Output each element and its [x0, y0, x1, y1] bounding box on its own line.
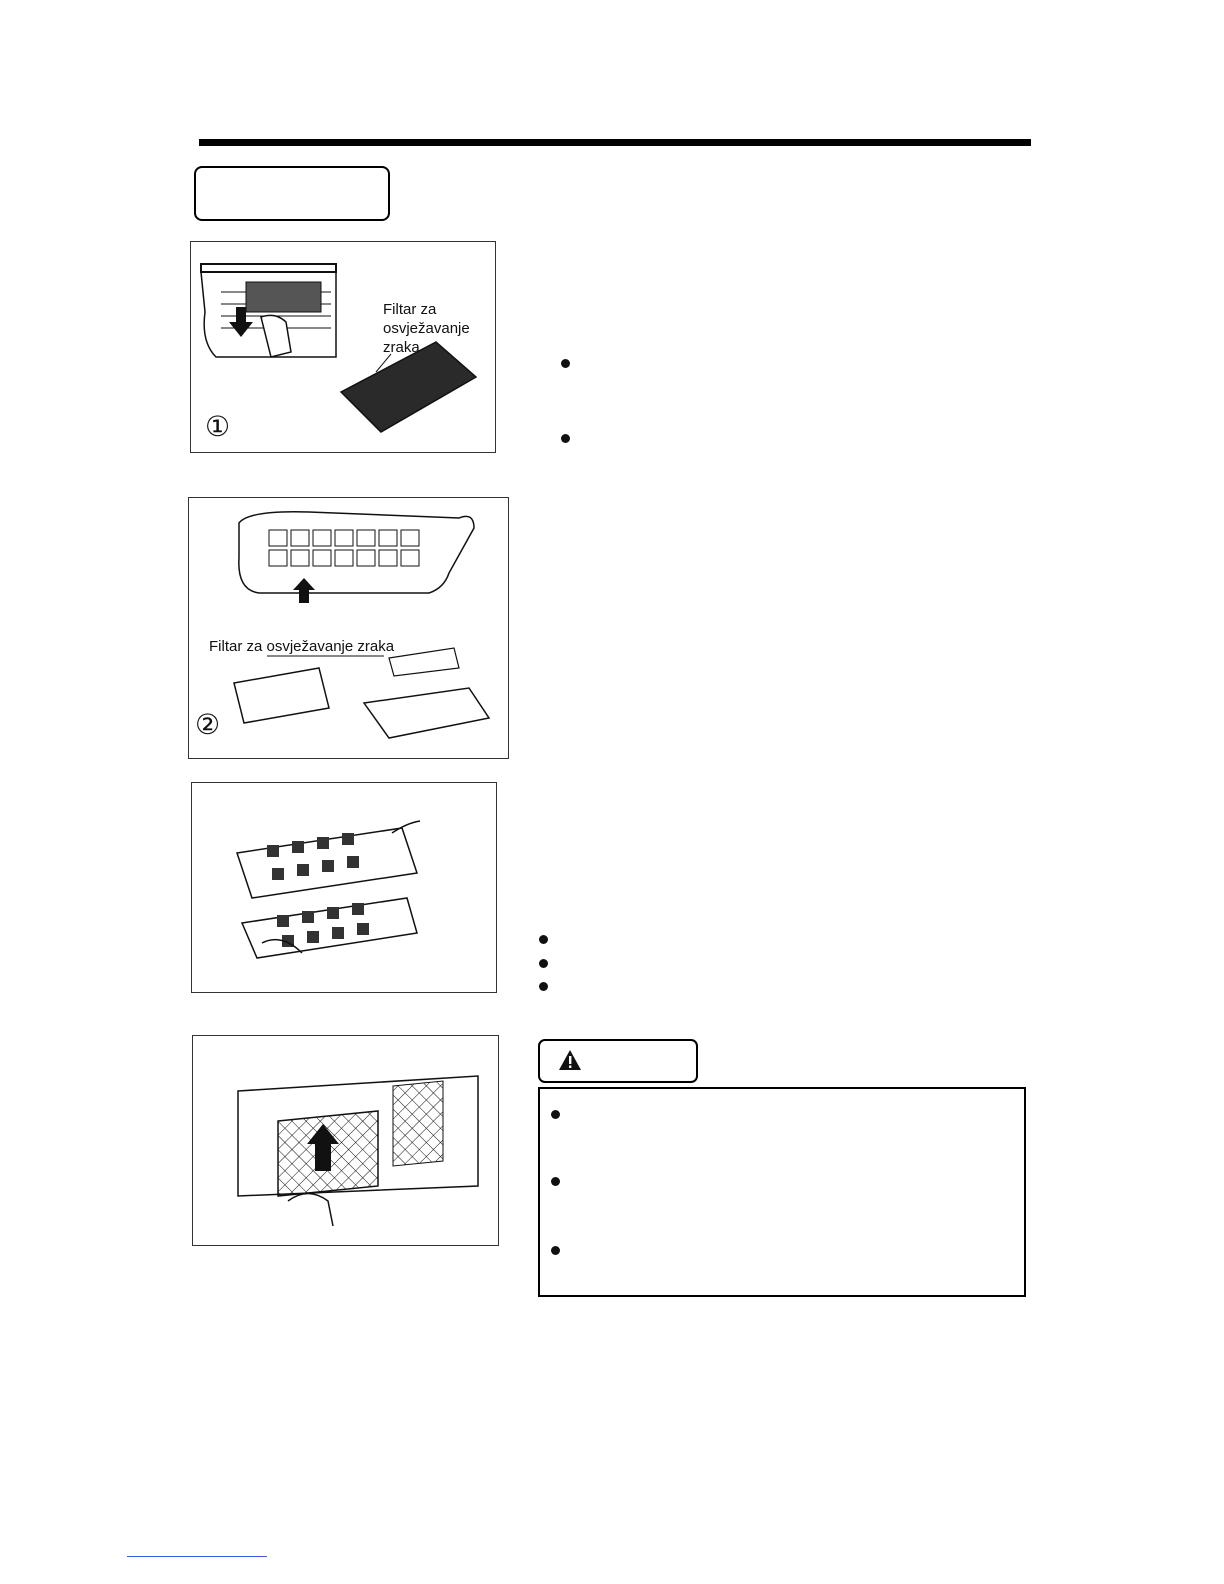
bullet-marker — [539, 959, 548, 968]
caution-bullet — [551, 1177, 560, 1186]
caution-header — [538, 1039, 698, 1083]
bullet-marker — [561, 434, 570, 443]
filter-label: Filtar za osvježavanje zraka — [209, 638, 395, 655]
filter-label-line-3: zraka — [383, 339, 420, 356]
bullet-marker — [539, 982, 548, 991]
figure-mount-filter — [188, 497, 509, 759]
bullet-marker — [539, 935, 548, 944]
remove-filter-illustration — [191, 242, 495, 452]
figure-reinsert-filter — [192, 1035, 499, 1246]
figure-clean-filter — [191, 782, 497, 993]
filter-label-line-1: Filtar za — [383, 301, 437, 318]
bullet-marker — [561, 359, 570, 368]
warning-triangle-icon — [558, 1049, 582, 1071]
footer-link-underline[interactable] — [127, 1556, 267, 1557]
section-heading-box — [194, 166, 390, 221]
caution-bullet — [551, 1110, 560, 1119]
reinsert-filter-illustration — [193, 1036, 498, 1245]
caution-bullet — [551, 1246, 560, 1255]
step-number-2: ② — [195, 709, 221, 740]
filter-label-line-2: osvježavanje — [383, 320, 470, 337]
step-number-1: ① — [205, 411, 231, 442]
clean-filter-illustration — [192, 783, 496, 992]
figure-remove-filter — [190, 241, 496, 453]
mount-filter-illustration — [189, 498, 508, 758]
top-rule — [199, 139, 1031, 146]
caution-box — [538, 1087, 1026, 1297]
